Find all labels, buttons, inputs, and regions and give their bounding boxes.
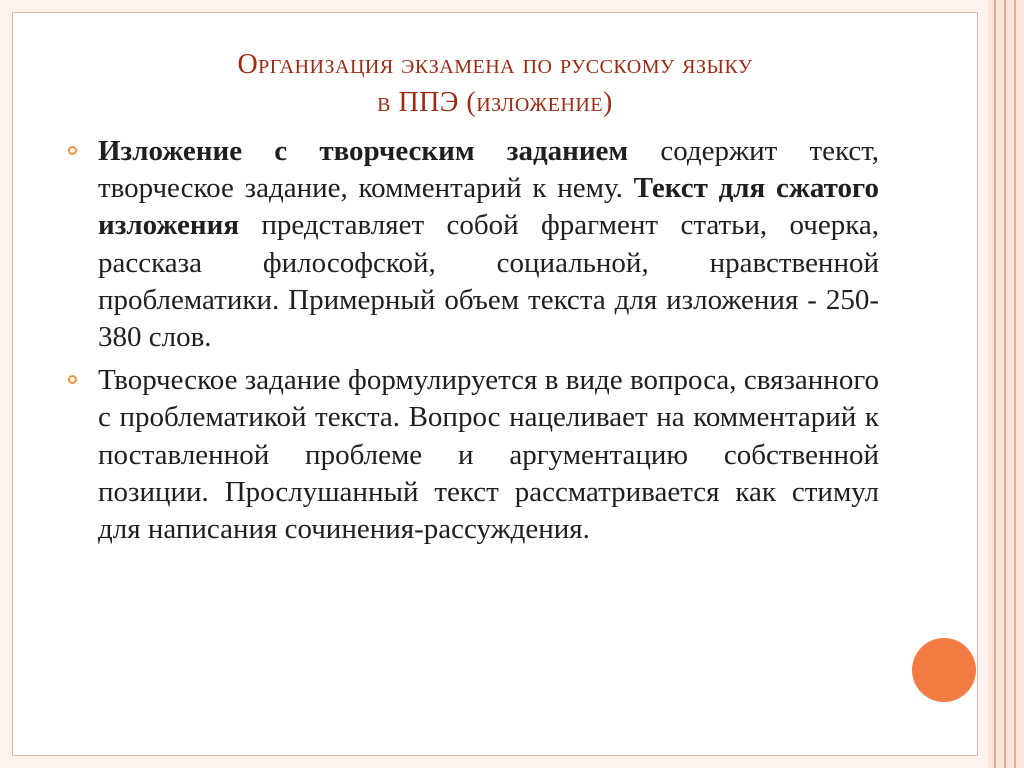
stripe [1014, 0, 1016, 768]
bullet-list [66, 133, 879, 554]
decorative-stripes [988, 0, 1024, 768]
title-line-1: Организация экзамена по русскому языку [237, 49, 753, 80]
bullet-1-bold-1: Изложение с творческим заданием [98, 135, 629, 167]
slide-title [60, 46, 930, 122]
title-line-2: в ППЭ (изложение) [377, 87, 613, 118]
bullet-marker-icon [68, 375, 77, 384]
bullet-1-bold-2: Текст для сжатого изложения [98, 172, 879, 242]
bullet-1-text-1: содержит текст, творческое задание, комментарий к нему. [98, 135, 880, 205]
bullet-item-1 [66, 133, 879, 356]
bullet-item-2 [66, 362, 879, 548]
stripe [1004, 0, 1006, 768]
bullet-1-text-2: представляет собой фрагмент статьи, очерка, рассказа философской, социальной, нравственной проблематики. Примерный объем текста для изложения - 250-380 слов. [98, 209, 879, 354]
bullet-marker-icon [68, 146, 77, 155]
decorative-circle [912, 638, 976, 702]
bullet-2-text: Творческое задание формулируется в виде вопроса, связанного с проблематикой текста. Вопрос нацеливает на комментарий к поставленной проблеме и аргументацию собственной позиции. Прослушанный текст рассматривается как стимул для написания сочинения-рассуждения. [98, 364, 879, 546]
stripe [994, 0, 996, 768]
